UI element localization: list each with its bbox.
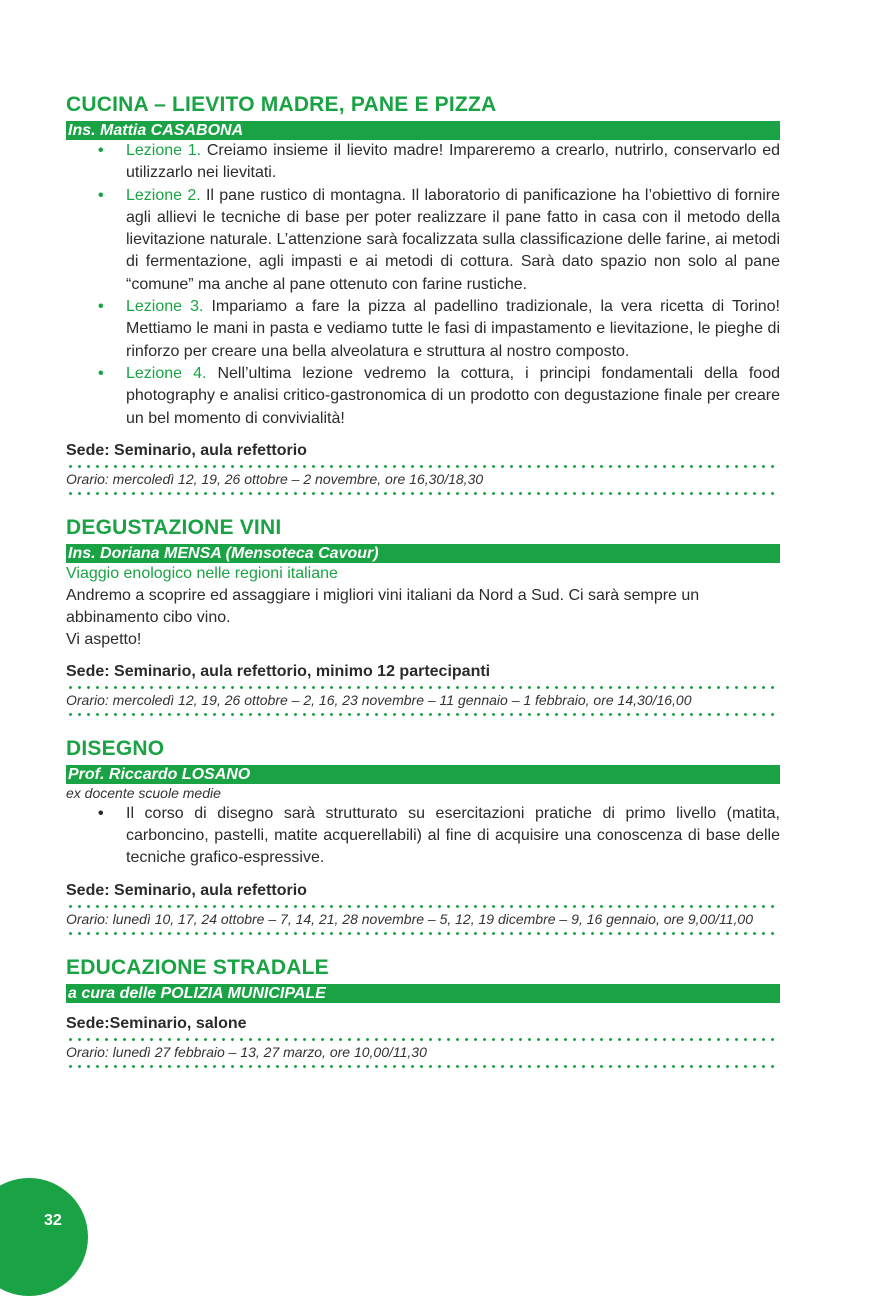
bullet-icon: • bbox=[98, 142, 104, 159]
venue-text: Sede: Seminario, aula refettorio bbox=[66, 441, 307, 459]
dotted-divider bbox=[66, 1065, 780, 1068]
section-title: EDUCAZIONE STRADALE bbox=[66, 955, 329, 979]
course-subtitle: Viaggio enologico nelle regioni italiane bbox=[66, 564, 338, 582]
lesson-text: Il pane rustico di montagna. Il laboratorio di panificazione ha l’obiettivo di fornire agli allievi le tecniche di base per poter realizzare il pane fatto in casa con il metodo della lievitazione naturale. L’attenzione sarà focalizzata sulla classificazione delle farine, ai metodi di fermentazione, agli impasti e ai metodi di cottura. Sarà dato spazio non solo al pane “comune” ma anche al pane ottenuto con farine rustiche. bbox=[126, 186, 780, 293]
dotted-divider bbox=[66, 686, 780, 689]
bullet-icon: • bbox=[98, 364, 104, 382]
lesson-text: Impariamo a fare la pizza al padellino tradizionale, la vera ricetta di Torino! Mettiamo le mani in pasta e vediamo tutte le fasi di impastamento e lievitazione, le pieghe di rinforzo per creare una bella alveolatura e struttura al nostro composto. bbox=[126, 298, 780, 360]
page-content bbox=[66, 92, 780, 1068]
item-text: Il corso di disegno sarà strutturato su esercitazioni pratiche di primo livello (matita, carboncino, pastelli, matite acquerellabili) al fine di acquisire una conoscenza di base delle tecniche grafico-espressive. bbox=[126, 804, 780, 867]
teacher-note: ex docente scuole medie bbox=[66, 784, 221, 801]
section-title: DISEGNO bbox=[66, 736, 165, 760]
schedule-text: Orario: mercoledì 12, 19, 26 ottobre – 2, 16, 23 novembre – 11 gennaio – 1 febbraio, ore 14,30/16,00 bbox=[66, 691, 692, 708]
section-educazione-stradale bbox=[66, 955, 780, 1068]
bullet-icon: • bbox=[98, 298, 104, 316]
bullet-icon: • bbox=[98, 804, 104, 822]
lesson-label: Lezione 2. bbox=[126, 186, 201, 204]
teacher-bar: Ins. Mattia CASABONA bbox=[66, 121, 780, 140]
section-disegno bbox=[66, 736, 780, 935]
teacher-bar: Prof. Riccardo LOSANO bbox=[66, 765, 780, 784]
lesson-list bbox=[66, 140, 780, 430]
venue-text: Sede:Seminario, salone bbox=[66, 1014, 247, 1032]
list-item bbox=[98, 363, 780, 430]
venue-text: Sede: Seminario, aula refettorio bbox=[66, 881, 307, 899]
bullet-icon: • bbox=[98, 186, 104, 204]
section-title: CUCINA – LIEVITO MADRE, PANE E PIZZA bbox=[66, 93, 497, 116]
page-number-badge bbox=[0, 1178, 88, 1296]
section-degustazione-vini bbox=[66, 515, 780, 716]
schedule-text: Orario: mercoledì 12, 19, 26 ottobre – 2 novembre, ore 16,30/18,30 bbox=[66, 470, 484, 487]
teacher-bar: a cura delle POLIZIA MUNICIPALE bbox=[66, 984, 780, 1003]
list-item bbox=[98, 140, 781, 185]
dotted-divider bbox=[66, 905, 780, 908]
section-cucina bbox=[66, 92, 780, 495]
page-number: 32 bbox=[44, 1212, 62, 1229]
lesson-label: Lezione 1. bbox=[126, 142, 202, 159]
schedule-text: Orario: lunedì 27 febbraio – 13, 27 marzo, ore 10,00/11,30 bbox=[66, 1043, 427, 1060]
teacher-bar: Ins. Doriana MENSA (Mensoteca Cavour) bbox=[66, 544, 780, 563]
venue-text: Sede: Seminario, aula refettorio, minimo 12 partecipanti bbox=[66, 662, 491, 680]
list-item bbox=[98, 803, 780, 870]
lesson-label: Lezione 3. bbox=[126, 298, 204, 316]
lesson-text: Nell’ultima lezione vedremo la cottura, i principi fondamentali della food photography e analisi critico-gastronomica di un prodotto con degustazione finale per creare un bel momento di convivialità! bbox=[126, 364, 780, 427]
section-title: DEGUSTAZIONE VINI bbox=[66, 515, 282, 539]
description-paragraph: Vi aspetto! bbox=[66, 630, 142, 648]
description-paragraph: Andremo a scoprire ed assaggiare i migliori vini italiani da Nord a Sud. Ci sarà sempre un abbinamento cibo vino. bbox=[66, 586, 700, 626]
dotted-divider bbox=[66, 465, 780, 468]
lesson-label: Lezione 4. bbox=[126, 364, 207, 382]
dotted-divider bbox=[66, 1038, 780, 1041]
list-item bbox=[98, 296, 780, 363]
item-list bbox=[66, 803, 780, 870]
list-item bbox=[98, 185, 780, 296]
schedule-text: Orario: lunedì 10, 17, 24 ottobre – 7, 14, 21, 28 novembre – 5, 12, 19 dicembre – 9, 16 gennaio, ore 9,00/11,00 bbox=[66, 910, 753, 927]
lesson-text: Creiamo insieme il lievito madre! Impareremo a crearlo, nutrirlo, conservarlo ed utilizzarlo nei lievitati. bbox=[126, 142, 781, 182]
